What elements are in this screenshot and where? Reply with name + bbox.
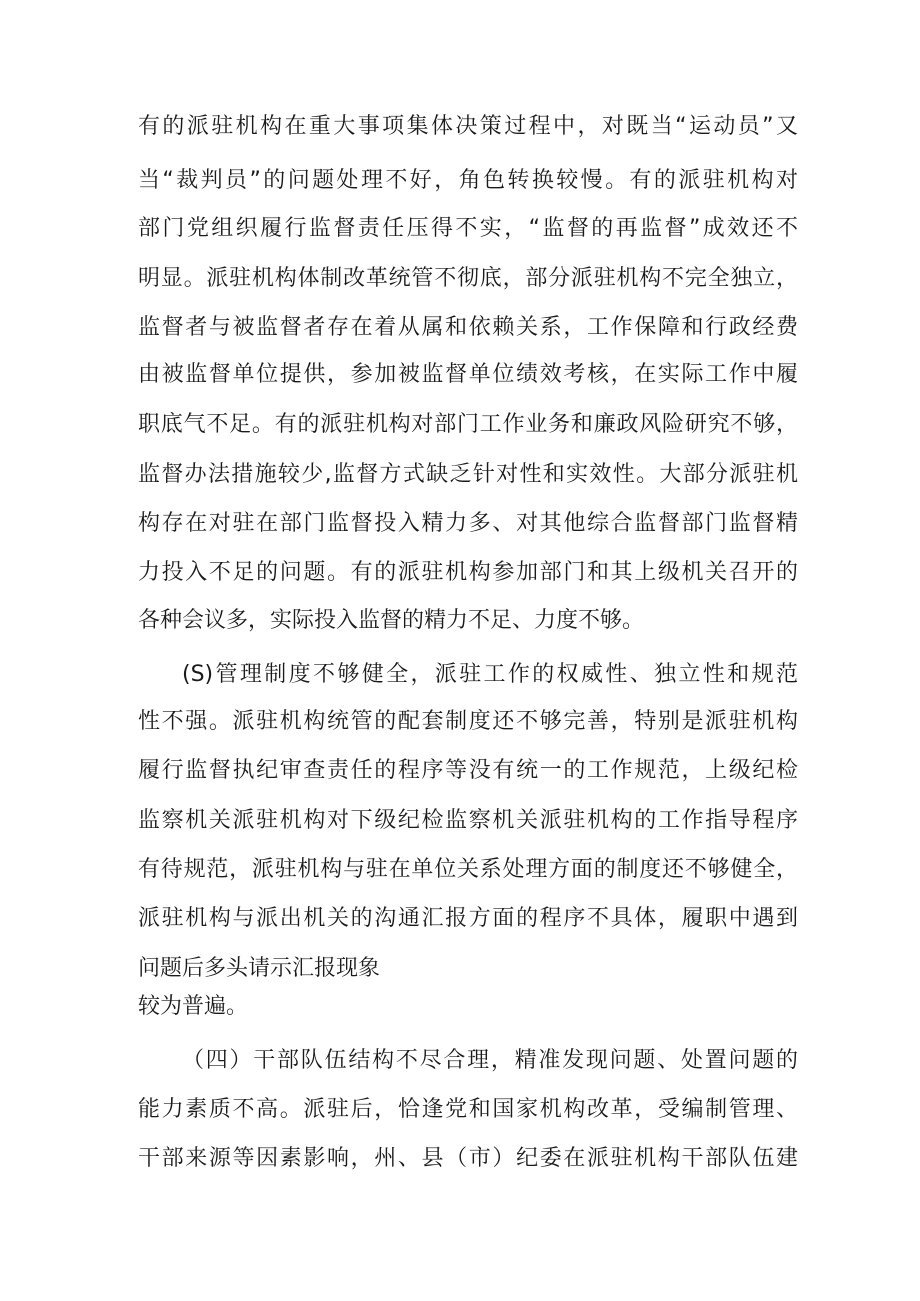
paragraph1-line-6: 由被监督单位提供，参加被监督单位绩效考核，在实际工作中履 — [138, 362, 798, 387]
paragraph1-line-1: 有的派驻机构在重大事项集体决策过程中，对既当“运动员”又 — [138, 114, 799, 139]
paragraph2-line-4: 监察机关派驻机构对下级纪检监察机关派驻机构的工作指导程序 — [138, 808, 798, 833]
paragraph2-line-2: 性不强。派驻机构统管的配套制度还不够完善，特别是派驻机构 — [138, 709, 798, 734]
paragraph1-line-3: 部门党组织履行监督责任压得不实，“监督的再监督”成效还不 — [138, 216, 799, 241]
paragraph2-line-3: 履行监督执纪审查责任的程序等没有统一的工作规范，上级纪检 — [138, 758, 798, 783]
paragraph3-line-2: 能力素质不高。派驻后，恰逢党和国家机构改革，受编制管理、 — [138, 1097, 798, 1122]
paragraph1-line-11: 各种会议多，实际投入监督的精力不足、力度不够。 — [138, 608, 645, 633]
paragraph2-line-5: 有待规范，派驻机构与驻在单位关系处理方面的制度还不够健全， — [138, 857, 798, 882]
paragraph3-line-3: 干部来源等因素影响，州、县（市）纪委在派驻机构干部队伍建 — [138, 1146, 798, 1171]
paragraph1-line-5: 监督者与被监督者存在着从属和依赖关系，工作保障和行政经费 — [138, 315, 798, 340]
paragraph2-line-1: (S)管理制度不够健全，派驻工作的权威性、独立性和规范 — [182, 662, 798, 687]
paragraph1-line-8: 监督办法措施较少,监督方式缺乏针对性和实效性。大部分派驻机 — [138, 462, 798, 487]
paragraph2-line-7: 问题后多头请示汇报现象 — [138, 956, 381, 981]
paragraph3-line-1: （四）干部队伍结构不尽合理，精准发现问题、处置问题的 — [182, 1048, 798, 1073]
paragraph1-line-4: 明显。派驻机构体制改革统管不彻底，部分派驻机构不完全独立， — [138, 266, 798, 291]
paragraph2-line-8: 较为普遍。 — [138, 994, 249, 1019]
paragraph1-line-9: 构存在对驻在部门监督投入精力多、对其他综合监督部门监督精 — [138, 511, 798, 536]
paragraph1-line-10: 力投入不足的问题。有的派驻机构参加部门和其上级机关召开的 — [138, 560, 798, 585]
paragraph2-line-6: 派驻机构与派出机关的沟通汇报方面的程序不具体，履职中遇到 — [138, 906, 798, 931]
paragraph1-line-2: 当“裁判员”的问题处理不好，角色转换较慢。有的派驻机构对 — [138, 168, 799, 193]
paragraph1-line-7: 职底气不足。有的派驻机构对部门工作业务和廉政风险研究不够， — [138, 412, 798, 437]
